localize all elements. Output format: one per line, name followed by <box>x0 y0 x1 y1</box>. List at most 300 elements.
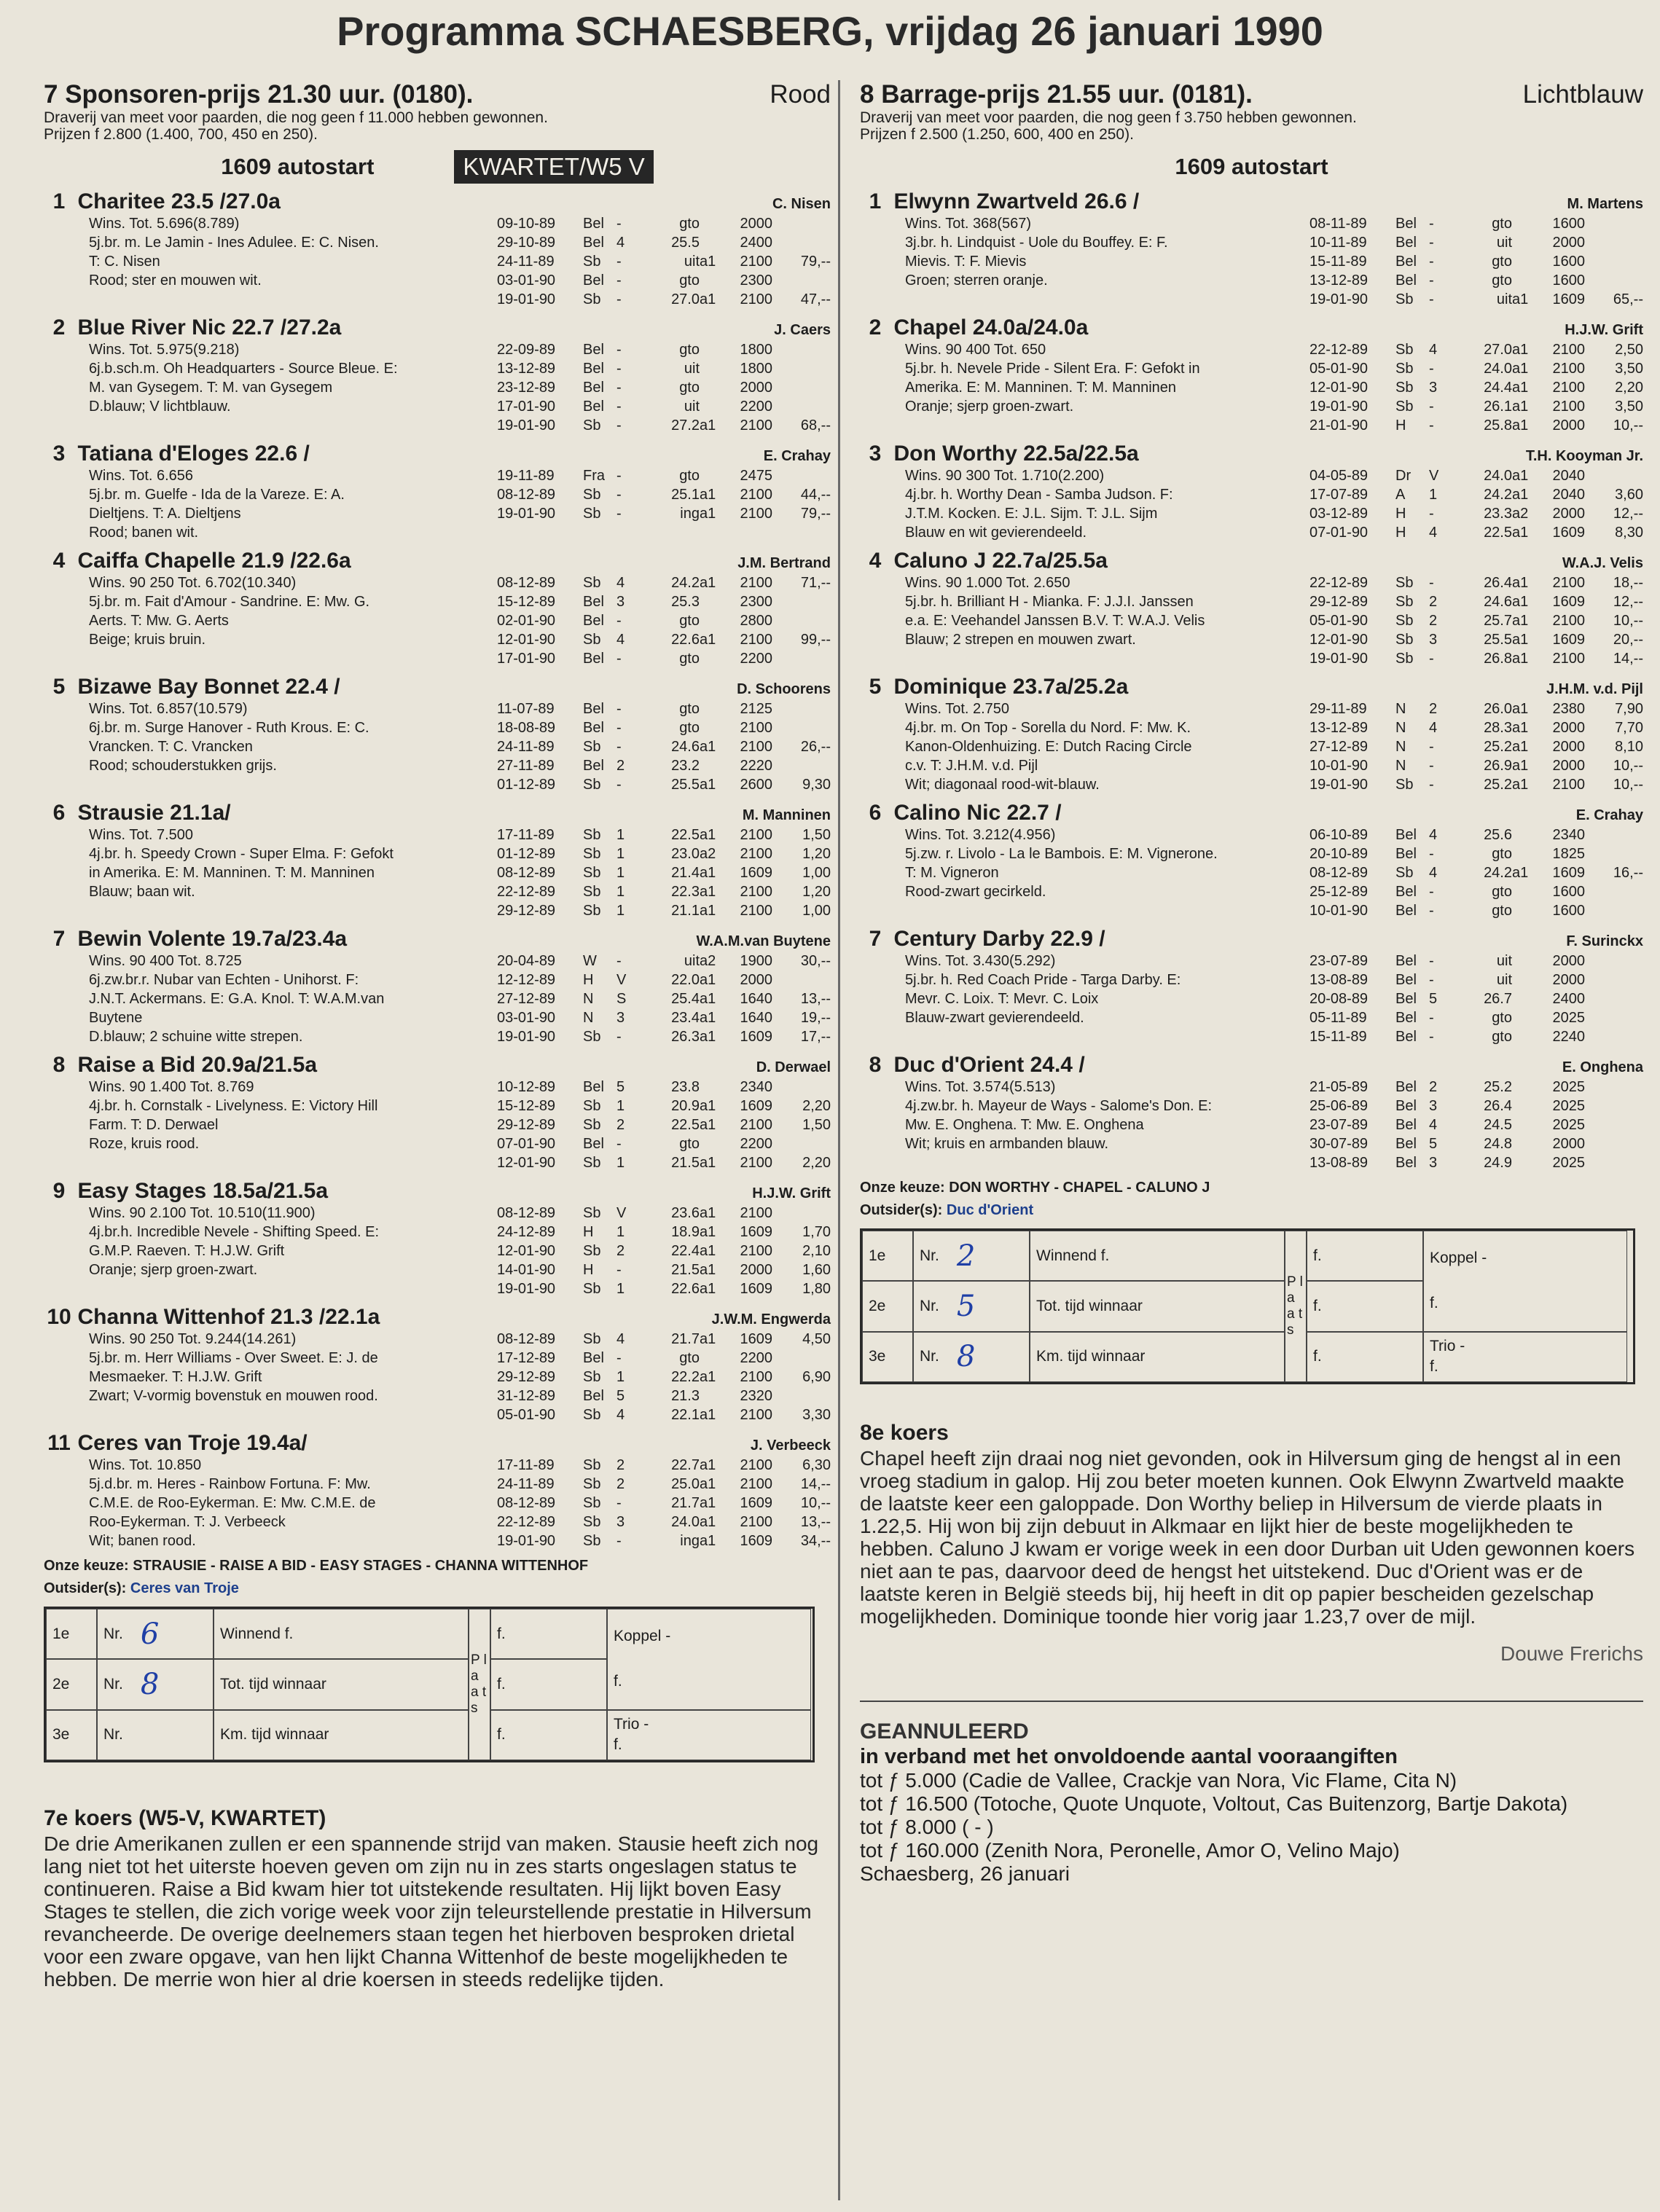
form-cell: 2100 <box>740 739 772 755</box>
form-cell: a1 <box>700 1243 716 1259</box>
form-row <box>1309 233 1643 252</box>
form-cell: 15-11-89 <box>1309 1029 1367 1045</box>
form-row <box>497 1513 831 1531</box>
form-cell: 2240 <box>1552 1029 1585 1045</box>
horse-form <box>497 1330 831 1424</box>
horse-title <box>44 1431 308 1456</box>
form-cell <box>772 340 831 359</box>
form-cell: 2025 <box>1552 1010 1585 1026</box>
form-cell <box>1512 901 1540 920</box>
form-cell: 2340 <box>740 1079 772 1095</box>
horse-info-line: 5j.br. m. Guelfe - Ida de la Vareze. E: A. <box>89 487 345 503</box>
horse-header <box>860 801 1643 825</box>
form-cell: - <box>1429 758 1434 774</box>
form-cell: 08-12-89 <box>497 865 556 881</box>
result-place: 2e <box>862 1281 913 1331</box>
outsider-value: Ceres van Troje <box>130 1580 239 1596</box>
form-cell: a1 <box>700 254 716 270</box>
form-cell <box>1585 1008 1643 1027</box>
form-cell: 10,-- <box>1613 417 1643 434</box>
form-cell: V <box>616 1205 627 1221</box>
form-cell <box>1512 952 1540 970</box>
result-place: 1e <box>862 1231 913 1281</box>
form-cell: a1 <box>700 632 716 648</box>
form-cell: 18-08-89 <box>497 720 556 736</box>
form-cell <box>700 359 727 378</box>
horse-info-line: Wit; diagonaal rood-wit-blauw. <box>905 777 1100 793</box>
form-cell: a1 <box>1512 575 1529 591</box>
form-cell: a1 <box>700 1029 716 1045</box>
form-cell: 2200 <box>740 1350 772 1366</box>
form-cell <box>1585 825 1643 844</box>
horse-header <box>44 1305 831 1330</box>
form-cell: 2000 <box>1552 758 1585 774</box>
form-cell: 1609 <box>740 1533 772 1549</box>
form-cell: 8,10 <box>1615 739 1643 755</box>
trio-cell <box>607 1710 811 1760</box>
form-cell: 2100 <box>740 903 772 919</box>
form-cell: 10-12-89 <box>497 1079 556 1095</box>
form-cell: 1 <box>616 827 625 843</box>
form-cell: 2100 <box>1552 575 1585 591</box>
horse-form <box>1309 952 1643 1046</box>
horse-info-line: Blauw-zwart gevierendeeld. <box>905 1010 1084 1026</box>
form-cell: uit <box>684 254 700 270</box>
form-cell: - <box>1429 1029 1434 1045</box>
form-cell: 23.8 <box>671 1079 700 1095</box>
form-cell: 2100 <box>740 1117 772 1133</box>
form-cell: a1 <box>700 417 716 434</box>
form-cell: - <box>616 506 622 522</box>
result-label: Winnend f. <box>214 1609 469 1659</box>
horse-header <box>44 1053 831 1078</box>
form-cell: a1 <box>1512 777 1529 793</box>
form-cell: 4,50 <box>802 1331 831 1347</box>
trio-header <box>614 1716 649 1733</box>
horse-info-line: Wins. Tot. 7.500 <box>89 827 194 843</box>
form-cell: Sb <box>583 1407 601 1423</box>
form-cell: 07-01-90 <box>497 1136 556 1152</box>
form-cell: 23-12-89 <box>497 380 556 396</box>
horse-info-line: Wins. Tot. 6.656 <box>89 468 194 484</box>
form-row <box>497 1027 831 1046</box>
horse-info-line: 5j.br. h. Nevele Pride - Silent Era. F: Gefokt in <box>905 361 1200 377</box>
form-cell <box>700 1078 727 1097</box>
form-cell: 1600 <box>1552 272 1585 289</box>
form-cell: 10,-- <box>1613 777 1643 793</box>
trio-f: f. <box>1430 1358 1438 1376</box>
form-cell: 1640 <box>740 1010 772 1026</box>
form-cell: 25.2 <box>1484 739 1512 755</box>
form-cell: 2100 <box>740 506 772 522</box>
form-cell: 2300 <box>740 594 772 610</box>
form-cell: 27-12-89 <box>497 991 556 1007</box>
form-cell <box>772 970 831 989</box>
form-cell: 2100 <box>740 1407 772 1423</box>
result-number-handwritten: 8 <box>140 1667 160 1701</box>
horse-info-line: Zwart; V-vormig bovenstuk en mouwen rood. <box>89 1388 378 1404</box>
horse-trainer: J.H.M. v.d. Pijl <box>1546 681 1643 697</box>
form-cell <box>1585 844 1643 863</box>
form-cell <box>1585 1134 1643 1153</box>
form-cell: 1,00 <box>802 903 831 919</box>
horse-title <box>860 1053 1085 1078</box>
race-title: 8 Barrage-prijs 21.55 uur. (0181). <box>860 80 1253 109</box>
form-cell: 23.2 <box>671 758 700 774</box>
race-7-commentary <box>44 1806 831 1991</box>
horse-info-line: D.blauw; V lichtblauw. <box>89 399 231 415</box>
form-cell: Sb <box>583 846 601 862</box>
race-color: Lichtblauw <box>1522 80 1643 109</box>
horse-name: Blue River Nic 22.7 /27.2a <box>77 315 342 340</box>
horse-form <box>497 340 831 435</box>
horse-body <box>905 573 1643 668</box>
form-row <box>497 1153 831 1172</box>
form-cell <box>1512 1134 1540 1153</box>
form-cell: 2025 <box>1552 1155 1585 1171</box>
form-cell: - <box>1429 235 1434 251</box>
form-cell: a1 <box>700 1476 716 1492</box>
form-cell: a1 <box>1512 525 1529 541</box>
horse-name: Duc d'Orient 24.4 / <box>893 1053 1085 1077</box>
form-cell: 19-01-90 <box>497 291 556 307</box>
horse-title <box>44 549 351 573</box>
form-cell: 1900 <box>740 953 772 969</box>
form-cell: 5 <box>616 1388 625 1404</box>
form-cell: Sb <box>583 739 601 755</box>
form-cell: 22.5 <box>671 827 700 843</box>
form-cell: 1 <box>616 903 625 919</box>
form-cell: a1 <box>700 291 716 307</box>
result-number-cell <box>913 1231 1030 1281</box>
form-cell: a1 <box>1512 594 1529 610</box>
koppel-label: Koppel <box>1430 1250 1478 1267</box>
form-cell: - <box>616 701 622 717</box>
form-cell <box>772 1349 831 1368</box>
form-cell: 02-01-90 <box>497 613 556 629</box>
horse-info <box>89 340 497 435</box>
form-cell <box>700 1134 727 1153</box>
horse-entry <box>860 315 1643 435</box>
form-row <box>1309 1008 1643 1027</box>
form-cell: 22-12-89 <box>497 1514 556 1530</box>
horse-info-line: Wins. Tot. 5.696(8.789) <box>89 216 240 232</box>
horse-info-line: 4j.br. h. Worthy Dean - Samba Judson. F: <box>905 487 1173 503</box>
trio-dash: - <box>1460 1338 1465 1355</box>
form-cell <box>1512 970 1540 989</box>
race-7-column <box>44 80 831 1991</box>
form-cell: Bel <box>583 594 604 610</box>
form-cell: 10,-- <box>800 1495 831 1511</box>
form-cell: 1 <box>616 1155 625 1171</box>
horse-number: 6 <box>52 801 66 825</box>
horse-info-line: 6j.zw.br.r. Nubar van Echten - Unihorst. F: <box>89 972 359 988</box>
form-cell: 01-12-89 <box>497 777 556 793</box>
form-cell: 1 <box>1429 487 1438 503</box>
form-cell: 2100 <box>1552 342 1585 358</box>
form-cell: 23.6 <box>671 1205 700 1221</box>
outsider <box>44 1580 831 1598</box>
form-cell: a1 <box>700 575 716 591</box>
form-cell: 22.1 <box>671 1407 700 1423</box>
form-cell <box>1512 214 1540 233</box>
horse-number: 7 <box>52 927 66 951</box>
form-cell: 17,-- <box>800 1029 831 1045</box>
horse-body <box>905 825 1643 920</box>
result-label: Tot. tijd winnaar <box>214 1659 469 1709</box>
form-cell: 2 <box>616 1476 625 1492</box>
form-cell: 2100 <box>740 1205 772 1221</box>
form-cell: Bel <box>1395 1136 1417 1152</box>
form-cell: 18,-- <box>1613 575 1643 591</box>
form-cell: 2 <box>1429 701 1438 717</box>
horse-trainer: E. Crahay <box>763 448 831 464</box>
horse-trainer: E. Crahay <box>1575 807 1643 823</box>
form-cell: 13,-- <box>800 991 831 1007</box>
horse-info-line: Wins. Tot. 3.212(4.956) <box>905 827 1056 843</box>
form-cell: - <box>1429 739 1434 755</box>
form-cell: a1 <box>700 1010 716 1026</box>
form-cell: gto <box>679 216 700 232</box>
form-row <box>1309 756 1643 775</box>
form-cell: 13-12-89 <box>1309 720 1369 736</box>
horse-body <box>905 340 1643 435</box>
form-cell: 25.7 <box>1484 613 1512 629</box>
form-cell: uit <box>1496 972 1512 988</box>
form-cell: 2200 <box>740 399 772 415</box>
koppel-f: f. <box>614 1673 622 1690</box>
form-cell: - <box>1429 272 1434 289</box>
form-cell: uit <box>684 399 700 415</box>
form-cell <box>700 1387 727 1405</box>
horse-info-line: Wins. 90 250 Tot. 6.702(10.340) <box>89 575 297 591</box>
form-cell: 1,60 <box>802 1262 831 1278</box>
form-cell: 2025 <box>1552 1098 1585 1114</box>
koppel-label: Koppel <box>614 1628 662 1645</box>
form-cell: a2 <box>700 953 716 969</box>
form-cell: Sb <box>583 575 601 591</box>
form-cell: Bel <box>1395 272 1417 289</box>
horse-entry <box>44 549 831 668</box>
form-cell: gto <box>679 613 700 629</box>
form-cell: 17-11-89 <box>497 827 555 843</box>
form-cell: 2 <box>616 1243 625 1259</box>
koppel-cell <box>1423 1231 1627 1332</box>
horse-info-line: M. van Gysegem. T: M. van Gysegem <box>89 380 333 396</box>
form-cell: 44,-- <box>800 487 831 503</box>
form-cell: Bel <box>583 720 604 736</box>
result-f: f. <box>490 1659 607 1709</box>
horse-entry <box>860 189 1643 309</box>
form-cell: V <box>616 972 627 988</box>
result-f: f. <box>1307 1332 1423 1382</box>
form-cell: - <box>616 953 622 969</box>
horse-form <box>497 699 831 794</box>
form-cell: 24-11-89 <box>497 254 555 270</box>
form-cell <box>1585 882 1643 901</box>
form-row <box>497 1531 831 1550</box>
horse-info-line: 5j.br. m. Herr Williams - Over Sweet. E: J. de <box>89 1350 378 1366</box>
form-cell: 3 <box>1429 1155 1438 1171</box>
form-cell: 1609 <box>740 1029 772 1045</box>
form-cell <box>772 756 831 775</box>
form-cell: - <box>616 216 622 232</box>
form-cell: 10-01-90 <box>1309 903 1369 919</box>
form-cell: Bel <box>583 399 604 415</box>
form-cell: 1609 <box>1552 291 1585 307</box>
form-cell: 5 <box>1429 991 1438 1007</box>
horse-entry <box>44 1053 831 1172</box>
form-row <box>497 359 831 378</box>
form-cell: 24.8 <box>1484 1136 1512 1152</box>
horse-header <box>44 675 831 699</box>
form-cell: 2100 <box>740 1457 772 1473</box>
form-row <box>1309 1153 1643 1172</box>
form-cell <box>1512 882 1540 901</box>
form-cell: 2220 <box>740 758 772 774</box>
form-cell: 1,50 <box>802 1117 831 1133</box>
horse-title <box>44 675 340 699</box>
form-cell: gto <box>1492 254 1512 270</box>
form-cell <box>772 1387 831 1405</box>
result-number-handwritten: 8 <box>956 1340 976 1374</box>
horse-info-line: Rood; ster en mouwen wit. <box>89 272 262 289</box>
form-cell: 22.4 <box>671 1243 700 1259</box>
form-cell: 29-10-89 <box>497 235 556 251</box>
form-cell: 2200 <box>740 1136 772 1152</box>
horse-info <box>905 573 1309 668</box>
form-cell: a1 <box>1512 417 1529 434</box>
form-cell: 7,90 <box>1615 701 1643 717</box>
form-cell: 2000 <box>1552 506 1585 522</box>
horse-info <box>905 214 1309 309</box>
horse-body <box>89 340 831 435</box>
form-cell: 1609 <box>1552 525 1585 541</box>
form-cell: gto <box>1492 884 1512 900</box>
form-cell: 2320 <box>740 1388 772 1404</box>
horse-info-line: Roo-Eykerman. T: J. Verbeeck <box>89 1514 286 1530</box>
result-f: f. <box>1307 1231 1423 1281</box>
horse-info-line: J.T.M. Kocken. E: J.L. Sijm. T: J.L. Sijm <box>905 506 1158 522</box>
form-cell: 5 <box>1429 1136 1438 1152</box>
horse-info <box>905 1078 1309 1172</box>
form-cell: - <box>616 468 622 484</box>
form-row <box>1309 970 1643 989</box>
form-cell: a1 <box>700 827 716 843</box>
form-cell: a1 <box>1512 758 1529 774</box>
form-cell: 1609 <box>740 865 772 881</box>
form-cell: 68,-- <box>800 417 831 434</box>
horse-info-line: Oranje; sjerp groen-zwart. <box>905 399 1074 415</box>
form-cell: uit <box>684 953 700 969</box>
plaats-label: P l a a t s <box>469 1609 490 1760</box>
horse-number: 1 <box>52 189 66 213</box>
form-cell <box>700 397 727 416</box>
race-header <box>860 80 1643 109</box>
form-row <box>497 989 831 1008</box>
form-cell: 2100 <box>740 1155 772 1171</box>
form-cell: 26.0 <box>1484 701 1512 717</box>
horse-name: Raise a Bid 20.9a/21.5a <box>77 1053 318 1077</box>
form-cell <box>700 699 727 718</box>
form-cell: 24-12-89 <box>497 1224 556 1240</box>
horse-entry <box>860 927 1643 1046</box>
form-cell: - <box>1429 846 1434 862</box>
form-cell: a1 <box>700 1155 716 1171</box>
form-row <box>1309 523 1643 542</box>
form-cell: 03-01-90 <box>497 1010 556 1026</box>
form-cell: Bel <box>1395 991 1417 1007</box>
our-choice-value: DON WORTHY - CHAPEL - CALUNO J <box>949 1180 1210 1196</box>
form-cell <box>772 397 831 416</box>
form-cell: 4 <box>616 575 625 591</box>
form-cell: 10-11-89 <box>1309 235 1367 251</box>
horse-form <box>497 952 831 1046</box>
horse-title <box>860 442 1139 466</box>
form-cell: a1 <box>700 1457 716 1473</box>
horse-trainer: H.J.W. Grift <box>1565 322 1643 338</box>
form-cell: Sb <box>583 827 601 843</box>
form-cell <box>1585 252 1643 271</box>
result-number-label: Nr. <box>103 1726 123 1744</box>
cancelled-races <box>860 1719 1643 1886</box>
form-cell: 24.6 <box>671 739 700 755</box>
form-cell: 19-01-90 <box>497 506 556 522</box>
form-row <box>1309 290 1643 309</box>
horse-name: Ceres van Troje 19.4a/ <box>77 1431 308 1455</box>
form-cell: 03-01-90 <box>497 272 556 289</box>
horse-info-line: T: M. Vigneron <box>905 865 999 881</box>
form-cell: 25.5 <box>1484 632 1512 648</box>
horse-number: 2 <box>869 315 882 340</box>
form-cell: 14-01-90 <box>497 1262 556 1278</box>
form-cell: a1 <box>700 1331 716 1347</box>
form-cell <box>772 466 831 485</box>
horse-info-line: Wins. Tot. 2.750 <box>905 701 1010 717</box>
horse-title <box>860 315 1088 340</box>
horse-form <box>1309 573 1643 668</box>
horse-number: 6 <box>869 801 882 825</box>
our-choice <box>44 1557 831 1575</box>
form-row <box>1309 863 1643 882</box>
form-cell: 2 <box>616 1457 625 1473</box>
form-cell: Sb <box>583 884 601 900</box>
result-label: Winnend f. <box>1030 1231 1285 1281</box>
form-cell: a1 <box>1512 632 1529 648</box>
form-cell: Sb <box>583 1281 601 1297</box>
form-row <box>1309 844 1643 863</box>
result-f: f. <box>1307 1281 1423 1331</box>
horse-form <box>1309 214 1643 309</box>
form-cell: 2300 <box>740 272 772 289</box>
outsider-label: Outsider(s): <box>44 1580 127 1596</box>
horse-info-line: 5j.br. h. Brilliant H - Mianka. F: J.J.I. Janssen <box>905 594 1194 610</box>
form-cell: 2100 <box>740 1369 772 1385</box>
form-cell: Sb <box>583 1243 601 1259</box>
form-cell <box>772 271 831 290</box>
form-cell: 29-12-89 <box>1309 594 1369 610</box>
form-cell: - <box>1429 953 1434 969</box>
form-row <box>497 1494 831 1513</box>
result-number-label: Nr. <box>920 1348 939 1365</box>
horse-info-line: 6j.b.sch.m. Oh Headquarters - Source Bleue. E: <box>89 361 398 377</box>
form-cell: 2040 <box>1552 468 1585 484</box>
trio-f: f. <box>614 1736 622 1754</box>
form-cell: 2040 <box>1552 487 1585 503</box>
form-row <box>497 1242 831 1260</box>
horse-info <box>89 214 497 309</box>
form-cell: 4 <box>616 1331 625 1347</box>
